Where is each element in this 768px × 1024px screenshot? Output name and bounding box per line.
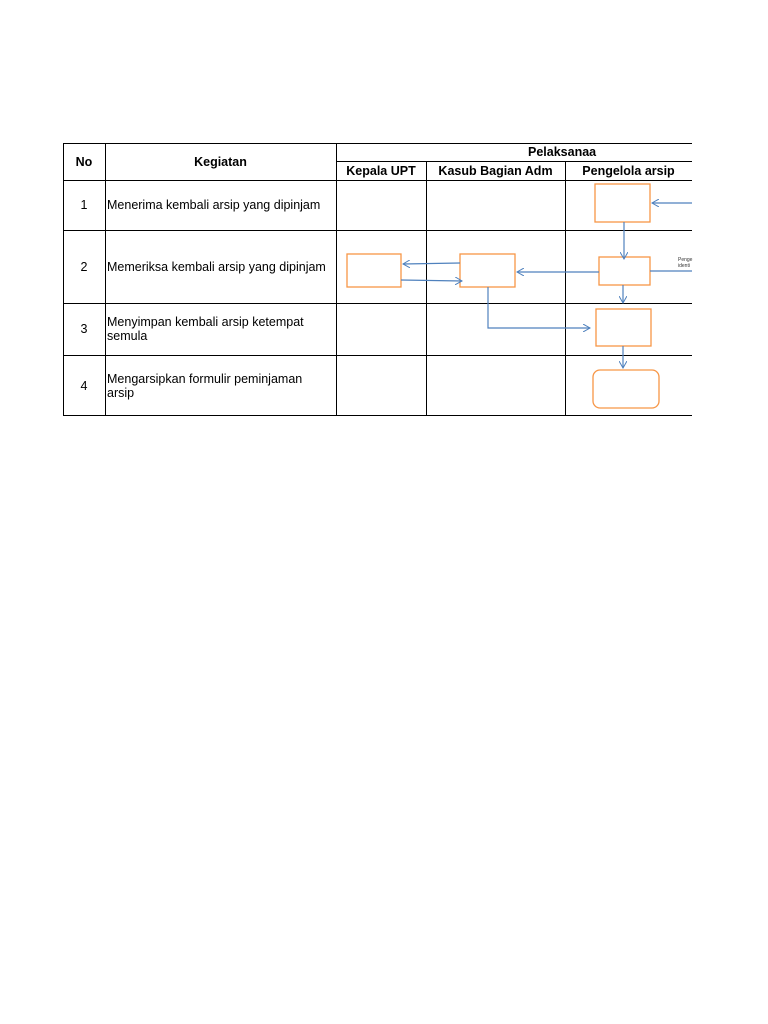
row-1-kegiatan: Menerima kembali arsip yang dipinjam bbox=[107, 198, 321, 212]
box-pengelola-periksa bbox=[599, 257, 650, 285]
side-note-line-1: Penge bbox=[678, 257, 693, 263]
header-no: No bbox=[75, 154, 93, 169]
box-pengelola-simpan bbox=[596, 309, 651, 346]
row-2-number: 2 bbox=[80, 259, 88, 274]
header-pengelola-arsip: Pengelola arsip bbox=[582, 163, 675, 178]
header-pelaksana: Pelaksanaa bbox=[528, 145, 597, 159]
arrow-kasub-to-kepala bbox=[403, 263, 460, 264]
terminator-arsipkan bbox=[593, 370, 659, 408]
header-kepala-upt: Kepala UPT bbox=[346, 163, 416, 178]
row-4-number: 4 bbox=[80, 378, 88, 393]
process-boxes bbox=[347, 184, 659, 408]
header-kasub-bagian-adm: Kasub Bagian Adm bbox=[438, 163, 553, 178]
row-3-kegiatan: Menyimpan kembali arsip ketempat semula bbox=[107, 315, 304, 343]
box-kepala-periksa bbox=[347, 254, 401, 287]
header-kegiatan: Kegiatan bbox=[194, 154, 247, 169]
arrow-kasub-to-simpan bbox=[488, 287, 590, 328]
row-3-number: 3 bbox=[80, 322, 88, 336]
box-kasub-periksa bbox=[460, 254, 515, 287]
row-2-kegiatan: Memeriksa kembali arsip yang dipinjam bbox=[107, 259, 326, 274]
side-note-line-2: identi bbox=[678, 263, 690, 269]
box-pengelola-terima bbox=[595, 184, 650, 222]
arrow-kepala-to-kasub bbox=[401, 280, 462, 281]
row-4-kegiatan: Mengarsipkan formulir peminjaman arsip bbox=[107, 371, 303, 400]
row-1-number: 1 bbox=[80, 198, 88, 212]
